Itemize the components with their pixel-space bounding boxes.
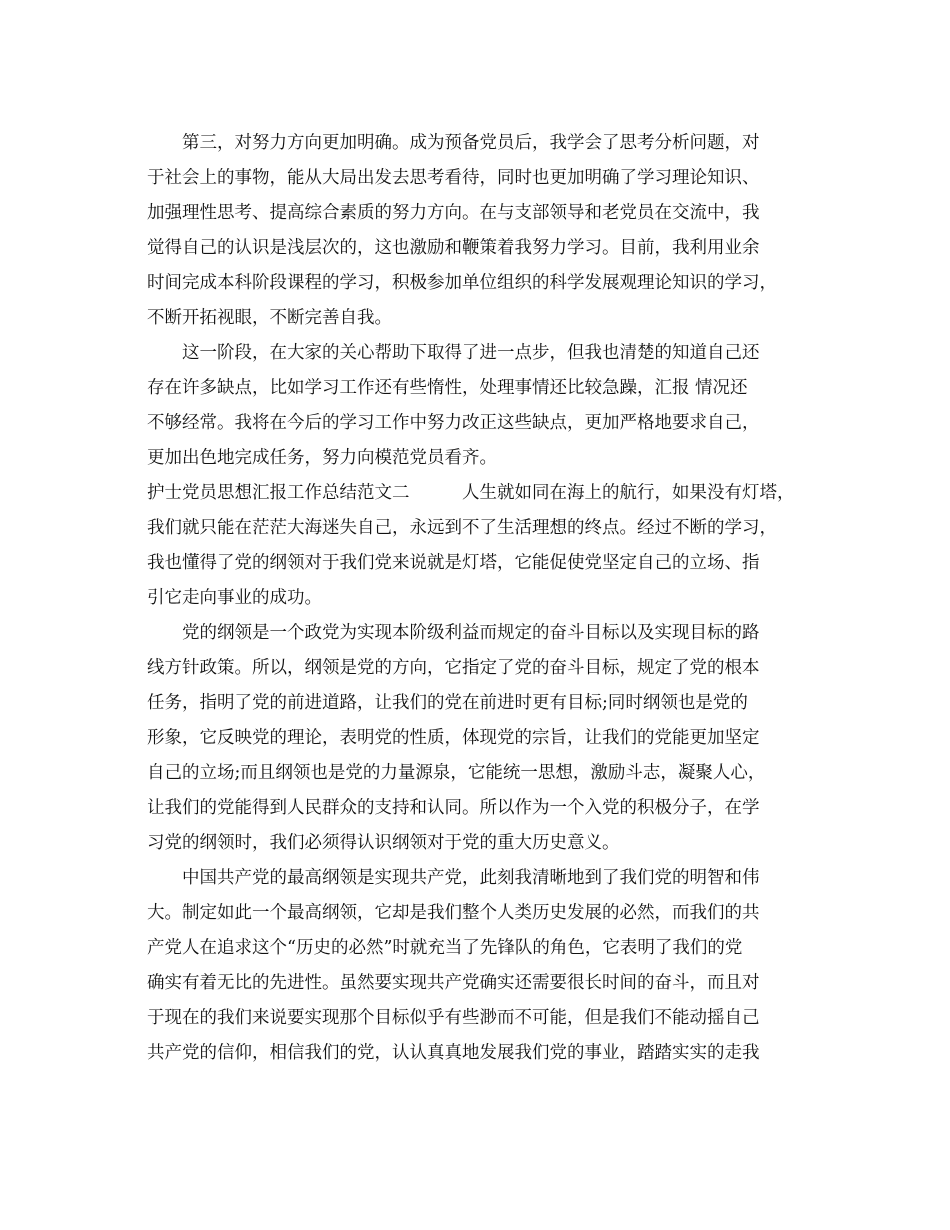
text-line: 产党人在追求这个“历史的必然”时就充当了先锋队的角色，它表明了我们的党 bbox=[147, 938, 743, 958]
text-line: 不断开拓视眼，不断完善自我。 bbox=[147, 308, 392, 328]
text-line: 让我们的党能得到人民群众的支持和认同。所以作为一个入党的积极分子，在学 bbox=[147, 798, 760, 818]
text-line: 引它走向事业的成功。 bbox=[147, 588, 322, 608]
text-line: 于社会上的事物，能从大局出发去思考看待，同时也更加明确了学习理论知识、 bbox=[147, 168, 760, 188]
text-line: 加强理性思考、提高综合素质的努力方向。在与支部领导和老党员在交流中，我 bbox=[147, 203, 760, 223]
text-line: 形象，它反映党的理论，表明党的性质，体现党的宗旨，让我们的党能更加坚定 bbox=[147, 728, 760, 748]
text-line: 确实有着无比的先进性。虽然要实现共产党确实还需要很长时间的奋斗，而且对 bbox=[147, 973, 760, 993]
text-line: 于现在的我们来说要实现那个目标似乎有些渺而不可能，但是我们不能动摇自己 bbox=[147, 1008, 760, 1028]
text-line: 党的纲领是一个政党为实现本阶级利益而规定的奋斗目标以及实现目标的路 bbox=[147, 623, 760, 643]
text-line: 共产党的信仰，相信我们的党，认认真真地发展我们党的事业，踏踏实实的走我 bbox=[147, 1043, 760, 1063]
text-line: 第三，对努力方向更加明确。成为预备党员后，我学会了思考分析问题，对 bbox=[147, 133, 760, 153]
text-line: 这一阶段，在大家的关心帮助下取得了进一点步，但我也清楚的知道自己还 bbox=[147, 343, 760, 363]
section-heading-line: 护士党员思想汇报工作总结范文二 人生就如同在海上的航行，如果没有灯塔， bbox=[147, 483, 795, 503]
text-line: 任务，指明了党的前进道路，让我们的党在前进时更有目标;同时纲领也是党的 bbox=[147, 693, 748, 713]
text-line: 自己的立场;而且纲领也是党的力量源泉，它能统一思想，激励斗志，凝聚人心， bbox=[147, 763, 766, 783]
text-line: 更加出色地完成任务，努力向模范党员看齐。 bbox=[147, 448, 497, 468]
text-line: 时间完成本科阶段课程的学习，积极参加单位组织的科学发展观理论知识的学习， bbox=[147, 273, 777, 293]
document-body bbox=[147, 126, 807, 1071]
text-line: 线方针政策。所以，纲领是党的方向，它指定了党的奋斗目标，规定了党的根本 bbox=[147, 658, 760, 678]
text-line: 觉得自己的认识是浅层次的，这也激励和鞭策着我努力学习。目前，我利用业余 bbox=[147, 238, 760, 258]
text-line: 习党的纲领时，我们必须得认识纲领对于党的重大历史意义。 bbox=[147, 833, 620, 853]
text-line: 存在许多缺点，比如学习工作还有些惰性，处理事情还比较急躁，汇报 情况还 bbox=[147, 378, 748, 398]
text-line: 中国共产党的最高纲领是实现共产党，此刻我清晰地到了我们党的明智和伟 bbox=[147, 868, 760, 888]
text-line: 我们就只能在茫茫大海迷失自己，永远到不了生活理想的终点。经过不断的学习， bbox=[147, 518, 777, 538]
text-line: 我也懂得了党的纲领对于我们党来说就是灯塔，它能促使党坚定自己的立场、指 bbox=[147, 553, 760, 573]
text-line: 不够经常。我将在今后的学习工作中努力改正这些缺点，更加严格地要求自己， bbox=[147, 413, 760, 433]
text-line: 大。制定如此一个最高纲领，它却是我们整个人类历史发展的必然，而我们的共 bbox=[147, 903, 760, 923]
